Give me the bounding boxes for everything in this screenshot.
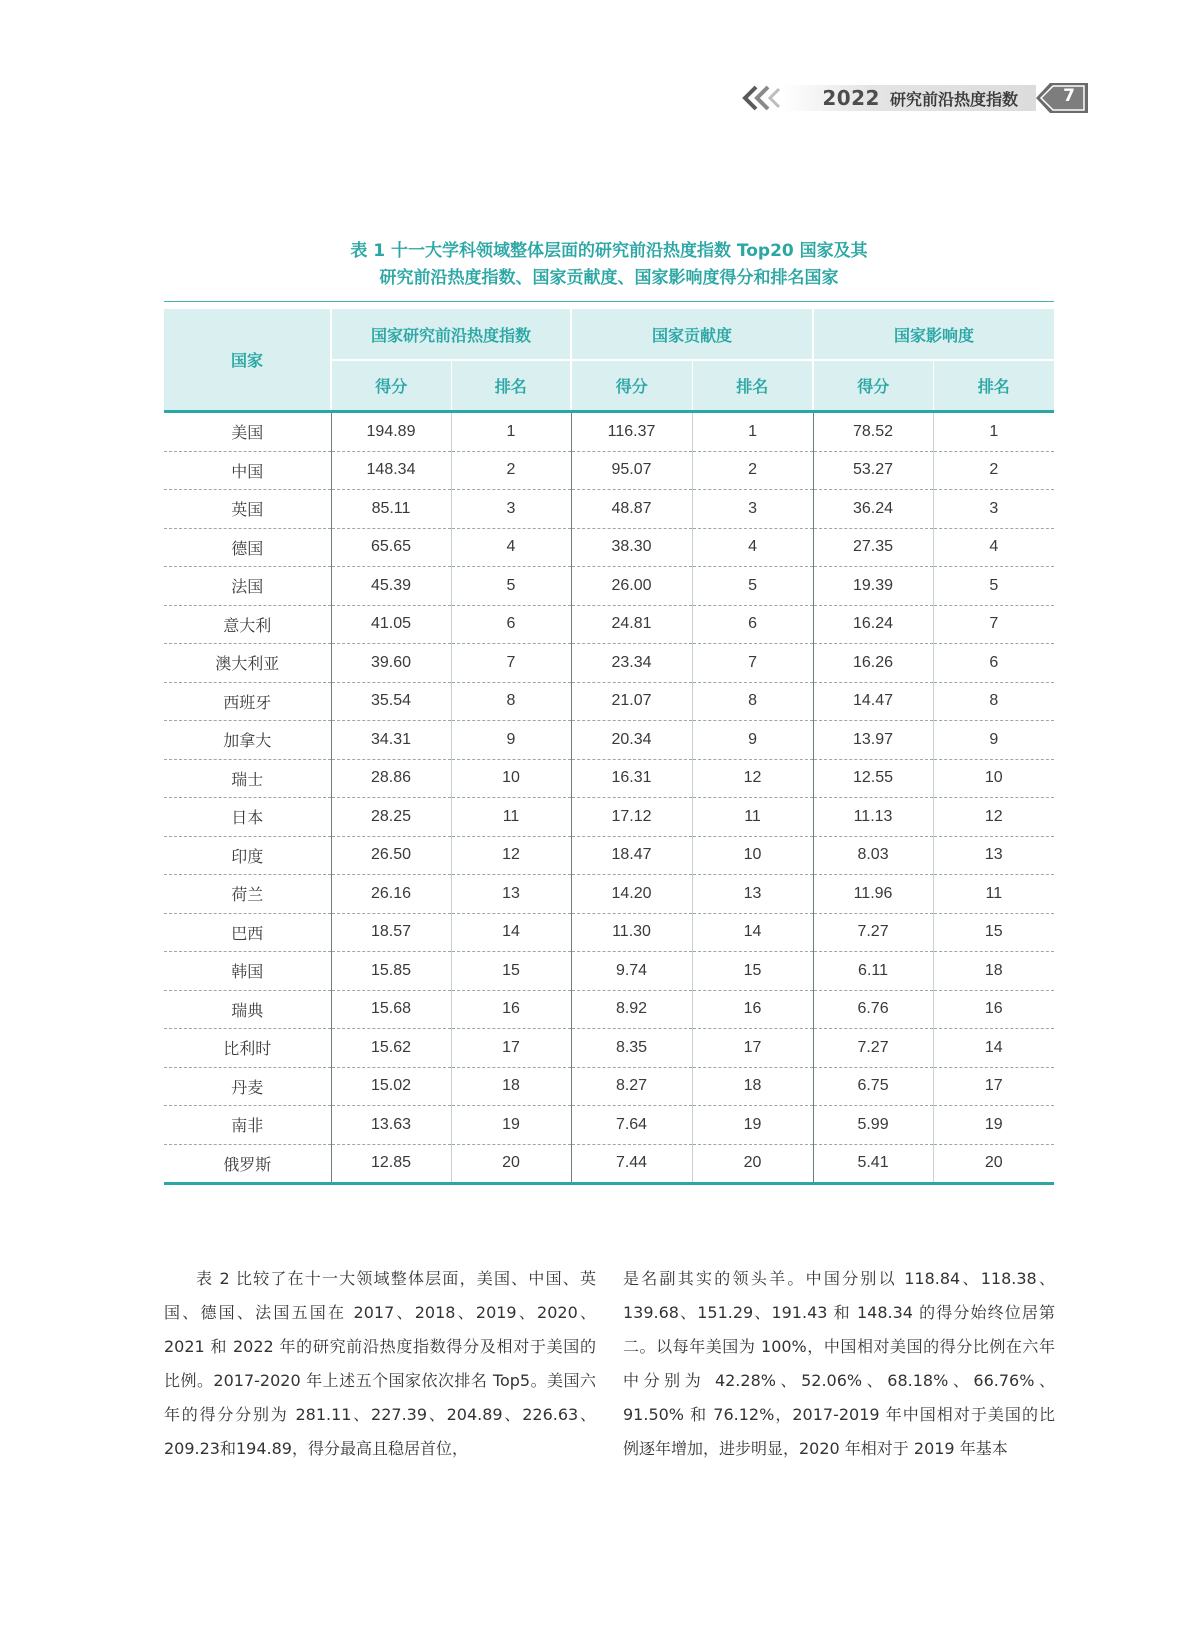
contribution-score-cell: 23.34 <box>571 644 692 683</box>
contribution-score-cell: 18.47 <box>571 836 692 875</box>
table-row <box>164 990 1054 1029</box>
contribution-score-cell: 24.81 <box>571 605 692 644</box>
table-row <box>164 567 1054 606</box>
contribution-rank-cell: 19 <box>692 1106 813 1145</box>
table-row <box>164 952 1054 991</box>
sub-header-rank: 排名 <box>451 360 571 412</box>
heat-rank-cell: 6 <box>451 605 571 644</box>
contribution-score-cell: 7.44 <box>571 1144 692 1182</box>
influence-score-cell: 27.35 <box>813 528 933 567</box>
contribution-score-cell: 20.34 <box>571 721 692 760</box>
heat-score-cell: 15.85 <box>331 952 451 991</box>
heat-score-cell: 34.31 <box>331 721 451 760</box>
col-header-country: 国家 <box>164 309 331 412</box>
ranking-table-wrap <box>164 301 1054 1185</box>
influence-score-cell: 7.27 <box>813 913 933 952</box>
influence-score-cell: 12.55 <box>813 759 933 798</box>
heat-rank-cell: 18 <box>451 1067 571 1106</box>
table-row <box>164 490 1054 529</box>
contribution-rank-cell: 8 <box>692 682 813 721</box>
influence-rank-cell: 17 <box>933 1067 1054 1106</box>
table-body <box>164 412 1054 1183</box>
country-cell: 瑞士 <box>164 759 331 798</box>
country-cell: 澳大利亚 <box>164 644 331 683</box>
contribution-rank-cell: 11 <box>692 798 813 837</box>
contribution-score-cell: 8.92 <box>571 990 692 1029</box>
heat-rank-cell: 2 <box>451 451 571 490</box>
table-row <box>164 605 1054 644</box>
influence-score-cell: 6.11 <box>813 952 933 991</box>
heat-rank-cell: 11 <box>451 798 571 837</box>
country-cell: 印度 <box>164 836 331 875</box>
influence-score-cell: 8.03 <box>813 836 933 875</box>
contribution-score-cell: 11.30 <box>571 913 692 952</box>
contribution-score-cell: 16.31 <box>571 759 692 798</box>
contribution-rank-cell: 18 <box>692 1067 813 1106</box>
table-row <box>164 836 1054 875</box>
influence-rank-cell: 9 <box>933 721 1054 760</box>
influence-score-cell: 53.27 <box>813 451 933 490</box>
heat-score-cell: 26.16 <box>331 875 451 914</box>
table-row <box>164 682 1054 721</box>
influence-rank-cell: 8 <box>933 682 1054 721</box>
table-row <box>164 798 1054 837</box>
influence-rank-cell: 2 <box>933 451 1054 490</box>
influence-rank-cell: 6 <box>933 644 1054 683</box>
sub-header-rank: 排名 <box>692 360 813 412</box>
country-cell: 荷兰 <box>164 875 331 914</box>
double-chevron-left-icon <box>740 83 780 113</box>
table-row <box>164 644 1054 683</box>
country-cell: 美国 <box>164 412 331 452</box>
table-row <box>164 412 1054 452</box>
contribution-rank-cell: 10 <box>692 836 813 875</box>
heat-score-cell: 194.89 <box>331 412 451 452</box>
influence-score-cell: 19.39 <box>813 567 933 606</box>
heat-score-cell: 41.05 <box>331 605 451 644</box>
influence-rank-cell: 14 <box>933 1029 1054 1068</box>
influence-rank-cell: 18 <box>933 952 1054 991</box>
heat-score-cell: 13.63 <box>331 1106 451 1145</box>
table-row <box>164 913 1054 952</box>
influence-score-cell: 13.97 <box>813 721 933 760</box>
country-cell: 加拿大 <box>164 721 331 760</box>
heat-rank-cell: 4 <box>451 528 571 567</box>
heat-rank-cell: 10 <box>451 759 571 798</box>
heat-rank-cell: 3 <box>451 490 571 529</box>
body-text-right: 是名副其实的领头羊。中国分别以 118.84、118.38、139.68、151.29、191.43 和 148.34 的得分始终位居第二。以每年美国为 100%，中国相对美国的得分比例在六年中分别为 42.28%、52.06%、68.18%、66.76%、91.50% 和 76.12%，2017-2019 年中国相对于美国的比例逐年增加，进步明显，2020 年相对于 2019 年基本 <box>623 1269 1055 1458</box>
country-cell: 意大利 <box>164 605 331 644</box>
contribution-score-cell: 14.20 <box>571 875 692 914</box>
influence-score-cell: 5.41 <box>813 1144 933 1182</box>
heat-rank-cell: 8 <box>451 682 571 721</box>
sub-header-score: 得分 <box>331 360 451 412</box>
contribution-rank-cell: 2 <box>692 451 813 490</box>
body-text-left: 表 2 比较了在十一大领域整体层面，美国、中国、英国、德国、法国五国在 2017、2018、2019、2020、2021 和 2022 年的研究前沿热度指数得分及相对于美国的比例。2017-2020 年上述五个国家依次排名 Top5。美国六年的得分分别为 281.11、227.39、204.89、226.63、209.23和194.89，得分最高且稳居首位， <box>164 1269 596 1458</box>
influence-score-cell: 14.47 <box>813 682 933 721</box>
contribution-score-cell: 7.64 <box>571 1106 692 1145</box>
table-top-rule <box>164 301 1054 302</box>
contribution-rank-cell: 12 <box>692 759 813 798</box>
col-header-influence: 国家影响度 <box>813 309 1054 360</box>
influence-rank-cell: 5 <box>933 567 1054 606</box>
sub-header-score: 得分 <box>813 360 933 412</box>
contribution-score-cell: 38.30 <box>571 528 692 567</box>
contribution-rank-cell: 6 <box>692 605 813 644</box>
table-row <box>164 528 1054 567</box>
caption-line-2: 研究前沿热度指数、国家贡献度、国家影响度得分和排名国家 <box>379 268 839 288</box>
influence-rank-cell: 4 <box>933 528 1054 567</box>
contribution-rank-cell: 4 <box>692 528 813 567</box>
header-year: 2022 <box>822 86 880 110</box>
influence-score-cell: 6.76 <box>813 990 933 1029</box>
table-row <box>164 451 1054 490</box>
influence-rank-cell: 15 <box>933 913 1054 952</box>
heat-rank-cell: 12 <box>451 836 571 875</box>
country-cell: 巴西 <box>164 913 331 952</box>
influence-rank-cell: 13 <box>933 836 1054 875</box>
sub-header-score: 得分 <box>571 360 692 412</box>
sub-header-rank: 排名 <box>933 360 1054 412</box>
country-cell: 西班牙 <box>164 682 331 721</box>
influence-score-cell: 16.26 <box>813 644 933 683</box>
contribution-score-cell: 8.27 <box>571 1067 692 1106</box>
country-cell: 法国 <box>164 567 331 606</box>
contribution-rank-cell: 1 <box>692 412 813 452</box>
col-header-heat-index: 国家研究前沿热度指数 <box>331 309 571 360</box>
contribution-score-cell: 48.87 <box>571 490 692 529</box>
table-row <box>164 759 1054 798</box>
heat-rank-cell: 13 <box>451 875 571 914</box>
contribution-rank-cell: 3 <box>692 490 813 529</box>
heat-rank-cell: 19 <box>451 1106 571 1145</box>
contribution-score-cell: 116.37 <box>571 412 692 452</box>
influence-score-cell: 7.27 <box>813 1029 933 1068</box>
contribution-rank-cell: 5 <box>692 567 813 606</box>
heat-score-cell: 12.85 <box>331 1144 451 1182</box>
heat-score-cell: 26.50 <box>331 836 451 875</box>
country-cell: 日本 <box>164 798 331 837</box>
country-cell: 俄罗斯 <box>164 1144 331 1182</box>
contribution-score-cell: 26.00 <box>571 567 692 606</box>
table-row <box>164 1106 1054 1145</box>
heat-score-cell: 35.54 <box>331 682 451 721</box>
heat-rank-cell: 7 <box>451 644 571 683</box>
table-bottom-rule <box>164 1182 1054 1185</box>
table-row <box>164 1029 1054 1068</box>
influence-rank-cell: 16 <box>933 990 1054 1029</box>
country-cell: 韩国 <box>164 952 331 991</box>
heat-rank-cell: 15 <box>451 952 571 991</box>
table-row <box>164 721 1054 760</box>
country-cell: 瑞典 <box>164 990 331 1029</box>
contribution-score-cell: 21.07 <box>571 682 692 721</box>
contribution-rank-cell: 7 <box>692 644 813 683</box>
page-number: 7 <box>1063 86 1075 106</box>
influence-rank-cell: 10 <box>933 759 1054 798</box>
page-number-badge <box>1036 83 1088 113</box>
heat-score-cell: 39.60 <box>331 644 451 683</box>
contribution-rank-cell: 20 <box>692 1144 813 1182</box>
heat-rank-cell: 1 <box>451 412 571 452</box>
header-band <box>782 85 1036 111</box>
heat-score-cell: 15.68 <box>331 990 451 1029</box>
ranking-table <box>164 309 1054 1182</box>
heat-rank-cell: 20 <box>451 1144 571 1182</box>
header-title: 研究前沿热度指数 <box>889 89 1018 109</box>
heat-score-cell: 65.65 <box>331 528 451 567</box>
influence-score-cell: 36.24 <box>813 490 933 529</box>
country-cell: 丹麦 <box>164 1067 331 1106</box>
contribution-score-cell: 17.12 <box>571 798 692 837</box>
heat-score-cell: 148.34 <box>331 451 451 490</box>
table-row <box>164 1144 1054 1182</box>
heat-rank-cell: 5 <box>451 567 571 606</box>
heat-score-cell: 15.62 <box>331 1029 451 1068</box>
contribution-rank-cell: 15 <box>692 952 813 991</box>
heat-rank-cell: 16 <box>451 990 571 1029</box>
influence-rank-cell: 3 <box>933 490 1054 529</box>
caption-line-1: 表 1 十一大学科领域整体层面的研究前沿热度指数 Top20 国家及其 <box>350 241 868 261</box>
influence-rank-cell: 1 <box>933 412 1054 452</box>
contribution-score-cell: 95.07 <box>571 451 692 490</box>
country-cell: 英国 <box>164 490 331 529</box>
heat-score-cell: 28.25 <box>331 798 451 837</box>
influence-rank-cell: 19 <box>933 1106 1054 1145</box>
contribution-rank-cell: 9 <box>692 721 813 760</box>
heat-score-cell: 45.39 <box>331 567 451 606</box>
contribution-score-cell: 9.74 <box>571 952 692 991</box>
contribution-rank-cell: 14 <box>692 913 813 952</box>
table-caption <box>164 238 1054 292</box>
influence-rank-cell: 12 <box>933 798 1054 837</box>
influence-score-cell: 6.75 <box>813 1067 933 1106</box>
table-row <box>164 1067 1054 1106</box>
country-cell: 德国 <box>164 528 331 567</box>
heat-rank-cell: 14 <box>451 913 571 952</box>
contribution-rank-cell: 17 <box>692 1029 813 1068</box>
heat-rank-cell: 17 <box>451 1029 571 1068</box>
heat-score-cell: 28.86 <box>331 759 451 798</box>
influence-rank-cell: 20 <box>933 1144 1054 1182</box>
influence-rank-cell: 7 <box>933 605 1054 644</box>
contribution-score-cell: 8.35 <box>571 1029 692 1068</box>
influence-score-cell: 11.96 <box>813 875 933 914</box>
contribution-rank-cell: 16 <box>692 990 813 1029</box>
influence-score-cell: 78.52 <box>813 412 933 452</box>
country-cell: 比利时 <box>164 1029 331 1068</box>
heat-score-cell: 18.57 <box>331 913 451 952</box>
influence-score-cell: 5.99 <box>813 1106 933 1145</box>
influence-rank-cell: 11 <box>933 875 1054 914</box>
country-cell: 南非 <box>164 1106 331 1145</box>
heat-rank-cell: 9 <box>451 721 571 760</box>
influence-score-cell: 11.13 <box>813 798 933 837</box>
heat-score-cell: 85.11 <box>331 490 451 529</box>
country-cell: 中国 <box>164 451 331 490</box>
running-header <box>740 80 1088 116</box>
col-header-contribution: 国家贡献度 <box>571 309 813 360</box>
heat-score-cell: 15.02 <box>331 1067 451 1106</box>
table-row <box>164 875 1054 914</box>
contribution-rank-cell: 13 <box>692 875 813 914</box>
influence-score-cell: 16.24 <box>813 605 933 644</box>
